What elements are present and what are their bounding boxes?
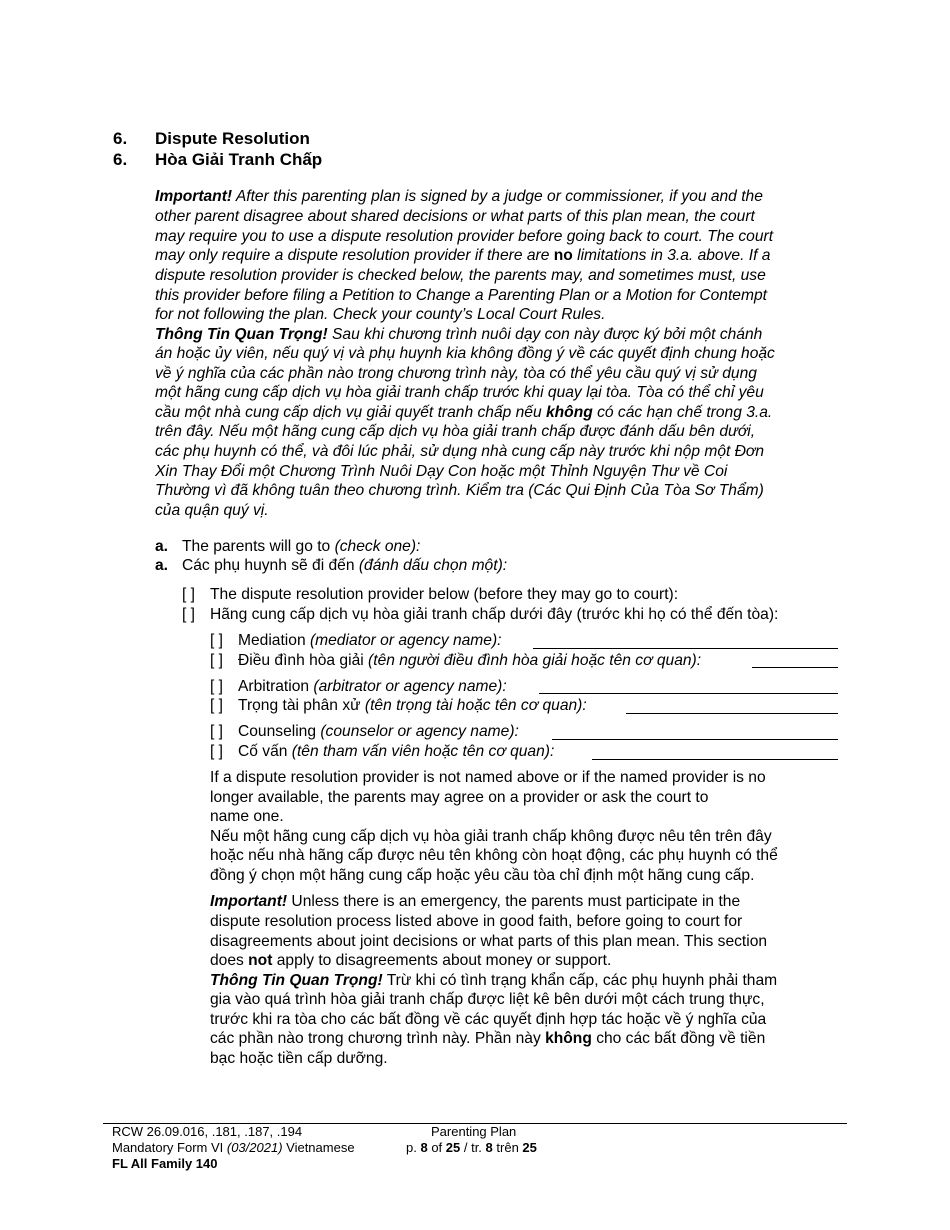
important1-en-line-4: may only require a dispute resolution provider if there are no limitations in 3.a. above. If a (155, 247, 771, 264)
item-a-vi-text: Các phụ huynh sẽ đi đến (182, 557, 359, 574)
provider-option-checkbox-vi[interactable]: [ ] (182, 606, 195, 623)
item-a-letter-vi: a. (155, 557, 169, 574)
mediation-row-en (210, 631, 502, 650)
important2-en-line-2: dispute resolution process listed above in good faith, before going to court for (210, 913, 743, 930)
emphasis-no: no (553, 247, 573, 264)
counseling-row-en (210, 722, 519, 741)
important1-vi-label: Thông Tin Quan Trọng! (155, 326, 328, 343)
footer-page-number: p. 8 of 25 / tr. 8 trên 25 (406, 1140, 537, 1155)
not-named-vi-line-2: hoặc nếu nhà hãng cấp được nêu tên không còn hoạt động, các phụ huynh có thể (210, 847, 778, 864)
counseling-label-vi: Cố vấn (238, 743, 292, 760)
section-title-en: Dispute Resolution (155, 129, 310, 148)
important2-en-line-3: disagreements about joint decisions or what parts of this plan mean. This section (210, 933, 768, 950)
section-number: 6. (113, 129, 128, 148)
footer-form: Mandatory Form VI (03/2021) Vietnamese (112, 1140, 355, 1155)
important1-en-line-6: this provider before filing a Petition to Change a Parenting Plan or a Motion for Contempt (155, 287, 767, 304)
important2-vi-line-2: gia vào quá trình hòa giải tranh chấp được liệt kê bên dưới một cách trung thực, (210, 991, 765, 1008)
mediation-hint: (mediator or agency name): (309, 632, 502, 649)
important1-en-line-2: other parent disagree about shared decisions or what parts of this plan mean, the court (155, 208, 755, 225)
counseling-name-field-vi[interactable] (592, 745, 838, 760)
provider-option-en-text: The dispute resolution provider below (before they may go to court): (210, 586, 679, 603)
arbitration-row-vi (210, 696, 587, 715)
important2-vi-label: Thông Tin Quan Trọng! (210, 972, 383, 989)
important2-vi-line-5: bạc hoặc tiền cấp dưỡng. (210, 1050, 388, 1067)
important1-vi-line-2: án hoặc ủy viên, nếu quý vị và phụ huynh kia không đồng ý về các quyết định chung hoặc (155, 345, 775, 362)
mediation-label-vi: Điều đình hòa giải (238, 652, 369, 669)
important1-vi-line-1: Thông Tin Quan Trọng! Sau khi chương trình nuôi dạy con này được ký bởi một chánh (155, 326, 763, 343)
not-named-vi-line-1: Nếu một hãng cung cấp dịch vụ hòa giải tranh chấp không được nêu tên trên đây (210, 828, 772, 845)
item-a-letter: a. (155, 538, 169, 555)
item-a-vi (155, 556, 508, 575)
arbitration-checkbox-vi[interactable]: [ ] (210, 697, 223, 714)
important1-vi-line-6: trên đây. Nếu một hãng cung cấp dịch vụ hòa giải tranh chấp được đánh dấu bên dưới, (155, 423, 756, 440)
footer-form-code: FL All Family 140 (112, 1156, 218, 1171)
counseling-hint: (counselor or agency name): (320, 723, 519, 740)
item-a-vi-hint: (đánh dấu chọn một): (358, 557, 508, 574)
arbitration-hint-vi: (tên trọng tài hoặc tên cơ quan): (364, 697, 587, 714)
arbitration-hint: (arbitrator or agency name): (313, 678, 507, 695)
mediation-checkbox-vi[interactable]: [ ] (210, 652, 223, 669)
important1-en-line-3: may require you to use a dispute resolution provider before going back to court. The court (155, 228, 774, 245)
important2-vi-line-4: các phần nào trong chương trình này. Phần này không cho các bất đồng về tiền (210, 1030, 766, 1047)
important1-en-line-1: Important! After this parenting plan is signed by a judge or commissioner, if you and the (155, 188, 763, 205)
footer-doc-title: Parenting Plan (431, 1124, 517, 1139)
important1-vi-line-3: về ý nghĩa của các phần nào trong chương trình này, tòa có thể yêu cầu quý vị sử dụng (155, 365, 757, 382)
item-a-en-hint: (check one): (334, 538, 421, 555)
counseling-label: Counseling (238, 723, 321, 740)
important1-en-label: Important! (155, 188, 233, 205)
provider-option-checkbox[interactable]: [ ] (182, 586, 195, 603)
item-a-en-text: The parents will go to (182, 538, 335, 555)
important2-vi-line-3: trước khi ra tòa cho các bất đồng về các quyết định hợp tác hoặc về ý nghĩa của (210, 1011, 767, 1028)
arbitration-name-field-vi[interactable] (626, 699, 838, 714)
arbitration-label: Arbitration (238, 678, 314, 695)
important1-vi-line-7: các phụ huynh có thể, và đôi lúc phải, sử dụng nhà cung cấp này trước khi nộp một Đơn (155, 443, 765, 460)
important2-vi-line-1: Thông Tin Quan Trọng! Trừ khi có tình trạng khẩn cấp, các phụ huynh phải tham (210, 972, 778, 989)
footer-form-date: (03/2021) (226, 1140, 283, 1155)
not-named-en-line-3: name one. (210, 808, 284, 825)
mediation-label: Mediation (238, 632, 310, 649)
emphasis-khong: không (545, 404, 593, 421)
mediation-checkbox[interactable]: [ ] (210, 632, 223, 649)
counseling-row-vi (210, 742, 555, 761)
important1-en-line-5: dispute resolution provider is checked below, the parents may, and sometimes must, use (155, 267, 766, 284)
counseling-hint-vi: (tên tham vấn viên hoặc tên cơ quan): (291, 743, 555, 760)
footer-rcw: RCW 26.09.016, .181, .187, .194 (112, 1124, 303, 1139)
important1-vi-line-5: cầu một nhà cung cấp dịch vụ giải quyết tranh chấp nếu không có các hạn chế trong 3.a. (155, 404, 773, 421)
not-named-en-line-2: longer available, the parents may agree on a provider or ask the court to (210, 789, 709, 806)
counseling-checkbox[interactable]: [ ] (210, 723, 223, 740)
important1-vi-line-10: của quận quý vị. (155, 502, 269, 519)
not-named-vi-line-3: đồng ý chọn một hãng cung cấp hoặc yêu cầu tòa chỉ định một hãng cung cấp. (210, 867, 755, 884)
emphasis-khong-2: không (545, 1030, 592, 1047)
mediation-hint-vi: (tên người điều đình hòa giải hoặc tên cơ quan): (368, 652, 702, 669)
mediation-name-field-vi[interactable] (752, 653, 838, 668)
provider-option-en (182, 585, 679, 604)
arbitration-row-en (210, 677, 507, 696)
important2-en-line-4: does not apply to disagreements about money or support. (210, 952, 612, 969)
arbitration-name-field[interactable] (539, 679, 838, 694)
mediation-row-vi (210, 651, 702, 670)
provider-option-vi-text: Hãng cung cấp dịch vụ hòa giải tranh chấp dưới đây (trước khi họ có thể đến tòa): (210, 606, 779, 623)
important1-vi-line-8: Xin Thay Đổi một Chương Trình Nuôi Dạy Con hoặc một Thỉnh Nguyện Thư về Coi (155, 463, 728, 480)
important1-vi-line-4: một hãng cung cấp dịch vụ hòa giải tranh chấp trước khi quay lại tòa. Tòa có thể chỉ yêu (155, 384, 764, 401)
provider-option-vi (182, 605, 779, 624)
emphasis-not: not (248, 952, 273, 969)
arbitration-label-vi: Trọng tài phân xử (238, 697, 365, 714)
not-named-en-line-1: If a dispute resolution provider is not named above or if the named provider is no (210, 769, 766, 786)
item-a-en (155, 537, 421, 556)
important2-en-label: Important! (210, 893, 288, 910)
important2-en-line-1: Important! Unless there is an emergency, the parents must participate in the (210, 893, 741, 910)
section-title-vi: Hòa Giải Tranh Chấp (155, 150, 323, 169)
important1-vi-line-9: Thường vì đã không tuân theo chương trình. Kiểm tra (Các Qui Định Của Tòa Sơ Thẩm) (155, 482, 764, 499)
important1-en-line-7: for not following the plan. Check your county’s Local Court Rules. (155, 306, 606, 323)
mediation-name-field[interactable] (533, 634, 838, 649)
arbitration-checkbox[interactable]: [ ] (210, 678, 223, 695)
counseling-checkbox-vi[interactable]: [ ] (210, 743, 223, 760)
section-number-vi: 6. (113, 150, 128, 169)
counseling-name-field[interactable] (552, 725, 838, 740)
